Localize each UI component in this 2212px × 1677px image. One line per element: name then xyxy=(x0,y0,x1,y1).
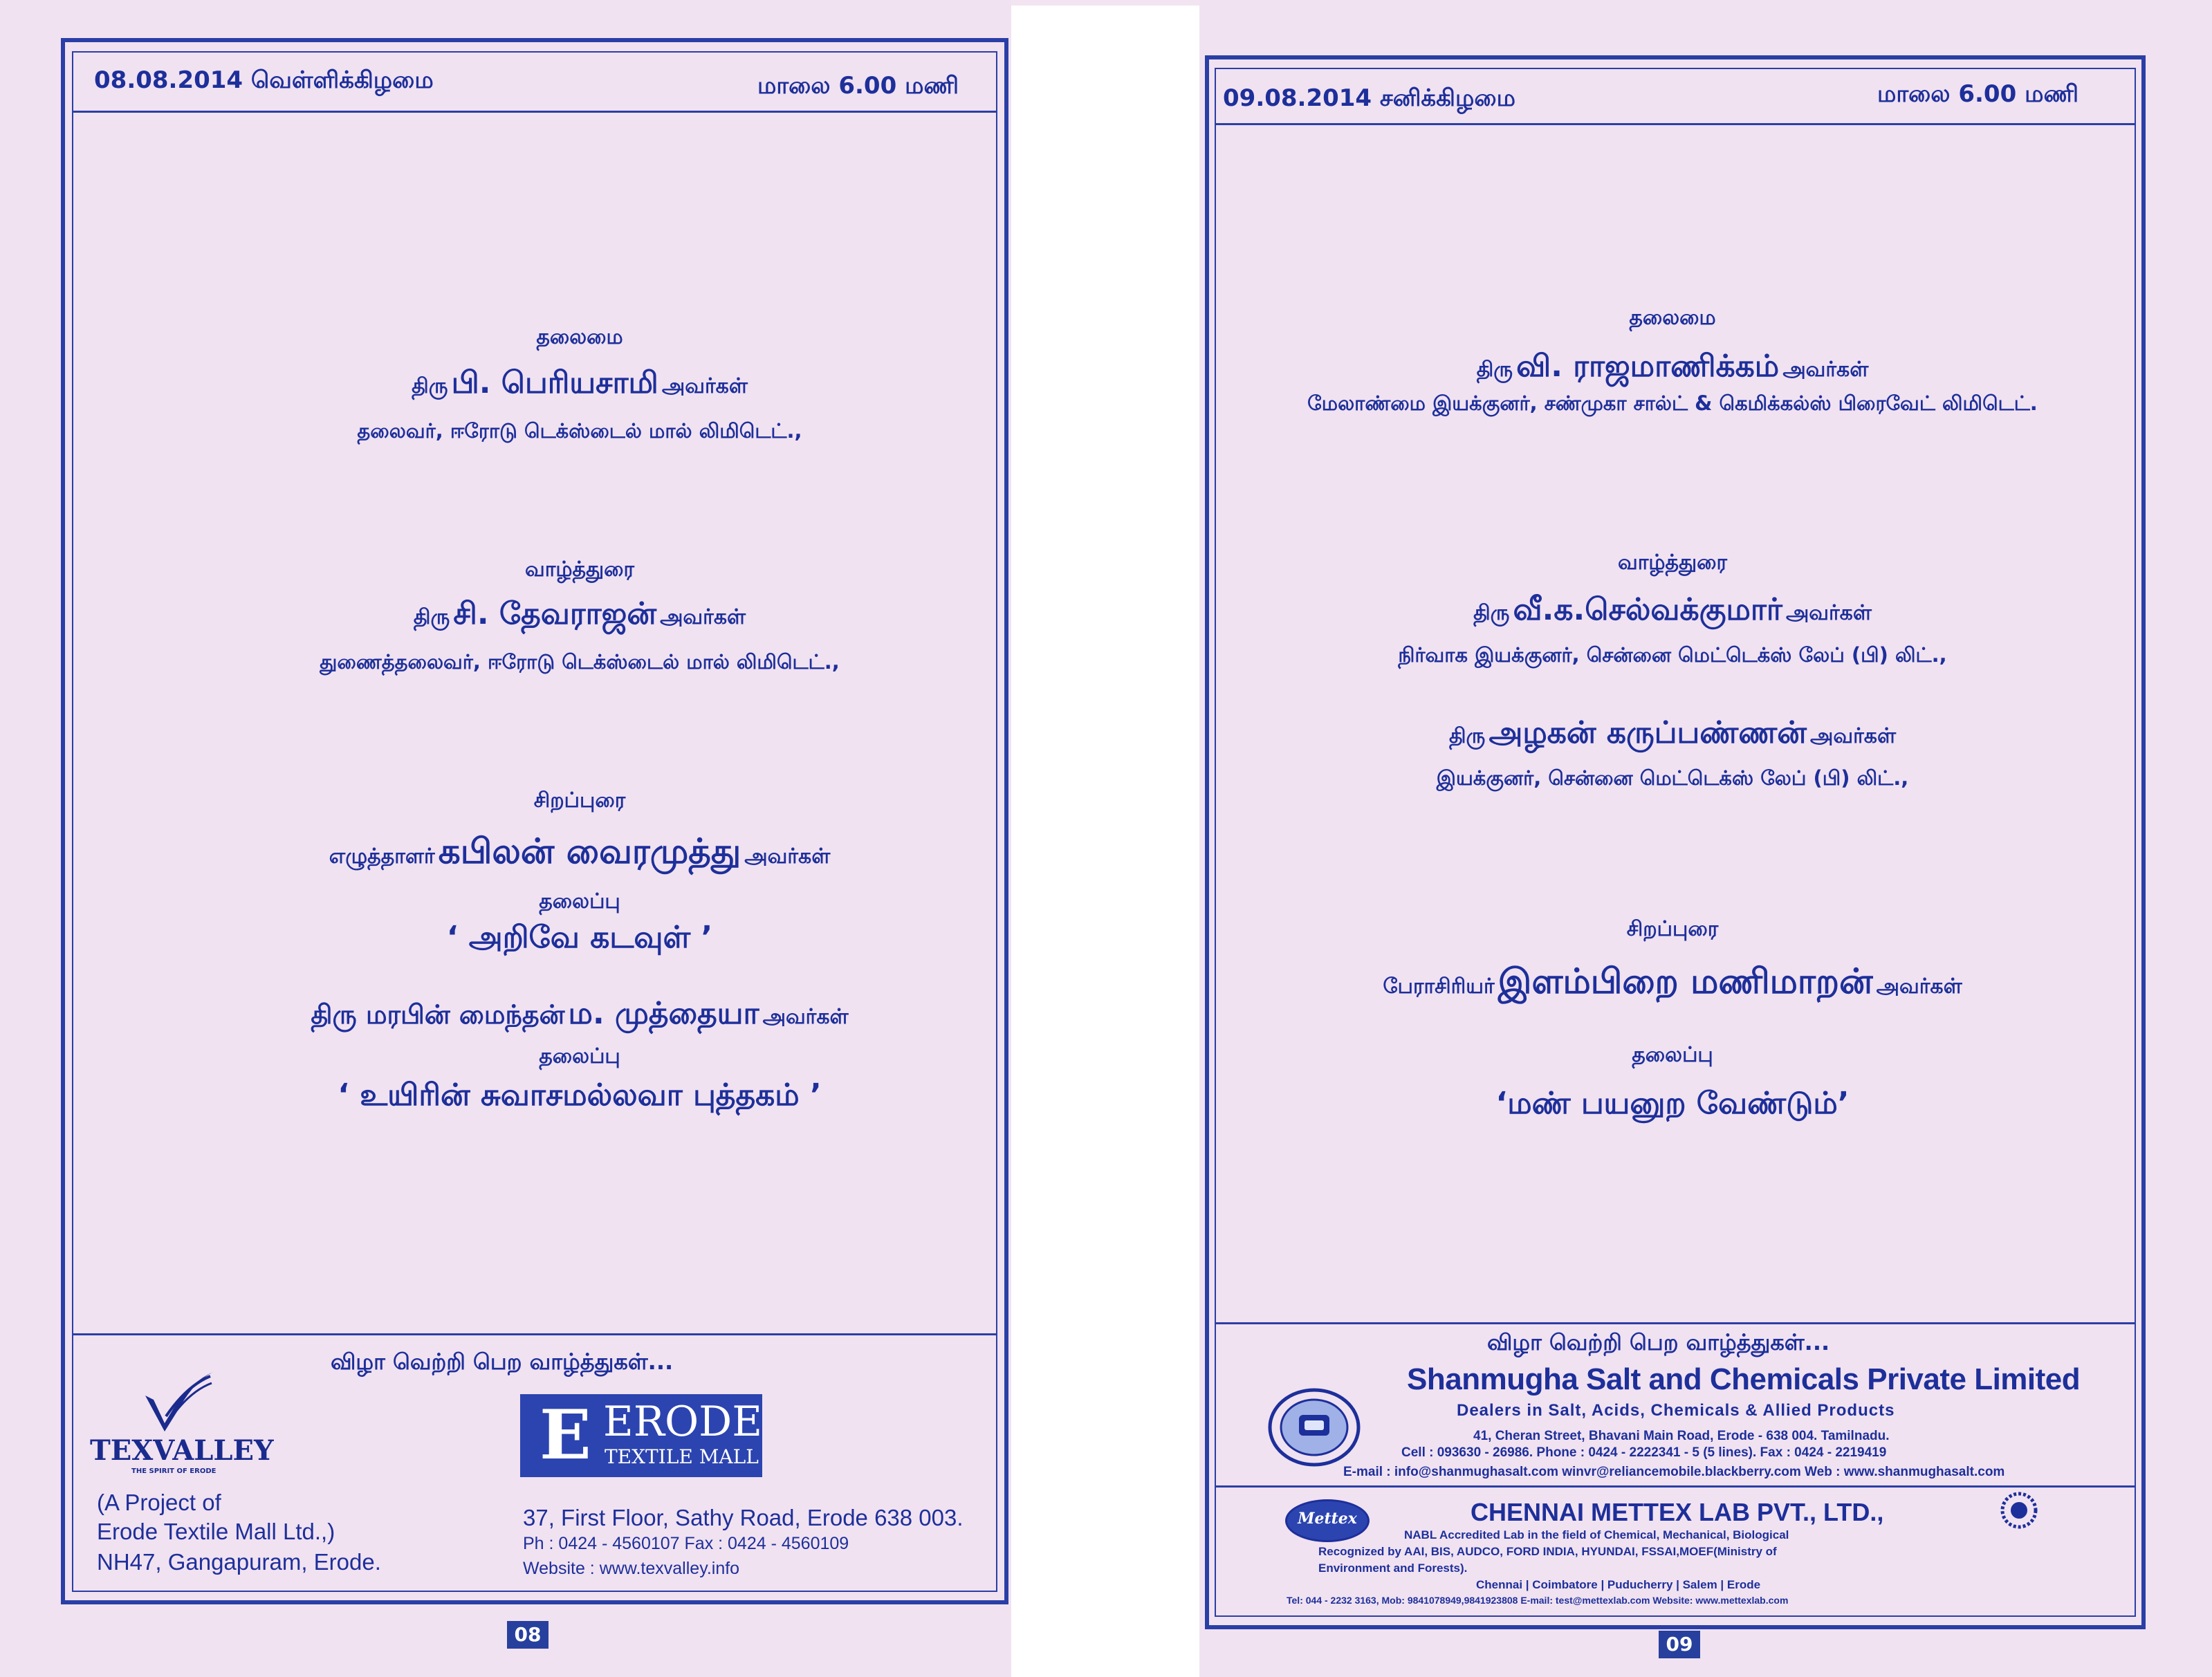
right-role-speech: சிறப்புரை xyxy=(1626,917,1719,941)
chair-name: பி. பெரியசாமி xyxy=(451,365,658,400)
right-speech-name: இளம்பிறை மணிமாறன் xyxy=(1497,961,1873,1001)
right-speech-topic-label: தலைப்பு xyxy=(1632,1043,1713,1067)
chair-name-line: திரு பி. பெரியசாமி அவர்கள் xyxy=(412,365,748,400)
right-greeting2-name: அழகன் கருப்பண்ணன் xyxy=(1489,715,1807,750)
erode-logo-sub: TEXTILE MALL xyxy=(605,1445,759,1468)
shanmugha-addr: 41, Cheran Street, Bhavani Main Road, Erode - 638 004. Tamilnadu. xyxy=(1473,1429,1890,1443)
texvalley-line1: (A Project of xyxy=(97,1490,221,1515)
greeting-name: சி. தேவராஜன் xyxy=(453,596,656,631)
left-footer-wish: விழா வெற்றி பெற வாழ்த்துகள்... xyxy=(331,1349,674,1375)
role-speech: சிறப்புரை xyxy=(533,788,626,813)
right-page xyxy=(1199,0,2212,1677)
speech2-topic: ‘ உயிரின் சுவாசமல்லவா புத்தகம் ’ xyxy=(338,1077,822,1113)
right-chair-desc: மேலாண்மை இயக்குனர், சண்முகா சால்ட் & கெமிக்கல்ஸ் பிரைவேட் லிமிடெட். xyxy=(1307,391,2038,415)
speech1-name: கபிலன் வைரமுத்து xyxy=(438,831,741,871)
mettex-line2: Recognized by AAI, BIS, AUDCO, FORD INDIA, HYUNDAI, FSSAI,MOEF(Ministry of xyxy=(1318,1545,1777,1558)
left-header-rule xyxy=(72,111,997,113)
texvalley-line2: Erode Textile Mall Ltd.,) xyxy=(97,1519,335,1544)
right-greeting-desc: நிர்வாக இயக்குனர், சென்னை மெட்டெக்ஸ் லேப் (பி) லிட்., xyxy=(1398,643,1947,667)
left-page-number: 08 xyxy=(507,1621,549,1649)
texvalley-tagline: THE SPIRIT OF ERODE xyxy=(131,1467,216,1475)
mettex-line5: Tel: 044 - 2232 3163, Mob: 9841078949,9841923808 E-mail: test@mettexlab.com Website: www.mettexlab.com xyxy=(1287,1595,1789,1606)
right-header-date: 09.08.2014 சனிக்கிழமை xyxy=(1223,84,1515,112)
left-footer-address: 37, First Floor, Sathy Road, Erode 638 003. xyxy=(523,1505,964,1530)
left-header-time: மாலை 6.00 மணி xyxy=(757,72,959,100)
speech1-topic-label: தலைப்பு xyxy=(539,889,620,914)
right-chair-name: வி. ராஜமாணிக்கம் xyxy=(1516,349,1780,384)
mettex-logo-text: Mettex xyxy=(1298,1510,1357,1528)
left-footer-rule xyxy=(72,1333,997,1335)
right-role-greeting: வாழ்த்துரை xyxy=(1618,550,1727,575)
right-header-time: மாலை 6.00 மணி xyxy=(1877,80,2079,108)
role-greeting: வாழ்த்துரை xyxy=(525,557,634,582)
shanmugha-emblem-icon xyxy=(1266,1386,1363,1469)
left-footer-phone: Ph : 0424 - 4560107 Fax : 0424 - 4560109 xyxy=(523,1534,849,1553)
shanmugha-sub: Dealers in Salt, Acids, Chemicals & Allied Products xyxy=(1457,1401,1895,1420)
right-greeting2-name-line: திரு அழகன் கருப்பண்ணன் அவர்கள் xyxy=(1448,715,1897,750)
right-footer-divider xyxy=(1215,1485,2136,1488)
speech2-name-line: திரு மரபின் மைந்தன் ம. முத்தையா அவர்கள் xyxy=(311,996,849,1031)
right-footer-wish: விழா வெற்றி பெற வாழ்த்துகள்... xyxy=(1487,1329,1830,1355)
right-greeting-name: வீ.க.செல்வக்குமார் xyxy=(1513,592,1782,627)
left-footer-website: Website : www.texvalley.info xyxy=(523,1559,740,1578)
nabl-seal-icon xyxy=(1995,1491,2043,1532)
right-greeting2-desc: இயக்குனர், சென்னை மெட்டெக்ஸ் லேப் (பி) லிட்., xyxy=(1436,766,1909,790)
greeting-desc: துணைத்தலைவர், ஈரோடு டெக்ஸ்டைல் மால் லிமிடெட்., xyxy=(320,650,840,674)
shanmugha-phone: Cell : 093630 - 26986. Phone : 0424 - 2222341 - 5 (5 lines). Fax : 0424 - 2219419 xyxy=(1401,1445,1887,1460)
erode-logo-letter: E xyxy=(540,1396,591,1475)
right-footer-rule xyxy=(1215,1322,2136,1324)
speech2-topic-label: தலைப்பு xyxy=(539,1044,620,1068)
right-page-number: 09 xyxy=(1659,1631,1700,1658)
texvalley-line3: NH47, Gangapuram, Erode. xyxy=(97,1549,381,1575)
shanmugha-email: E-mail : info@shanmughasalt.com winvr@reliancemobile.blackberry.com Web : www.shanmughasalt.com xyxy=(1343,1465,2005,1479)
right-role-chair: தலைமை xyxy=(1629,306,1716,330)
right-chair-name-line: திரு வி. ராஜமாணிக்கம் அவர்கள் xyxy=(1476,349,1869,384)
chair-desc: தலைவர், ஈரோடு டெக்ஸ்டைல் மால் லிமிடெட்., xyxy=(357,419,802,443)
erode-logo-word: ERODE xyxy=(603,1398,763,1446)
mettex-logo xyxy=(1285,1499,1370,1542)
erode-textile-mall-logo xyxy=(520,1394,762,1477)
mettex-line3: Environment and Forests). xyxy=(1318,1562,1468,1575)
speech2-name: ம. முத்தையா xyxy=(568,996,759,1031)
right-header-rule xyxy=(1215,123,2136,125)
mettex-line4: Chennai | Coimbatore | Puducherry | Salem | Erode xyxy=(1476,1578,1761,1591)
mettex-title: CHENNAI METTEX LAB PVT., LTD., xyxy=(1471,1498,1884,1526)
right-greeting-name-line: திரு வீ.க.செல்வக்குமார் அவர்கள் xyxy=(1473,592,1872,627)
texvalley-name: TEXVALLEY xyxy=(90,1434,274,1467)
speech1-topic: ‘ அறிவே கடவுள் ’ xyxy=(446,920,713,955)
shanmugha-title: Shanmugha Salt and Chemicals Private Limited xyxy=(1407,1362,2081,1396)
speech1-name-line: எழுத்தாளர் கபிலன் வைரமுத்து அவர்கள் xyxy=(329,831,831,871)
page-gutter xyxy=(1011,6,1199,1677)
left-header-date: 08.08.2014 வெள்ளிக்கிழமை xyxy=(94,66,434,94)
texvalley-swoosh-icon xyxy=(138,1368,214,1434)
role-chair: தலைமை xyxy=(536,325,623,349)
right-speech-name-line: பேராசிரியர் இளம்பிறை மணிமாறன் அவர்கள் xyxy=(1383,961,1962,1001)
left-page xyxy=(0,0,1011,1677)
greeting-name-line: திரு சி. தேவராஜன் அவர்கள் xyxy=(413,596,746,631)
mettex-line1: NABL Accredited Lab in the field of Chemical, Mechanical, Biological xyxy=(1404,1528,1789,1541)
right-speech-topic: ‘மண் பயனுற வேண்டும்’ xyxy=(1495,1086,1850,1121)
